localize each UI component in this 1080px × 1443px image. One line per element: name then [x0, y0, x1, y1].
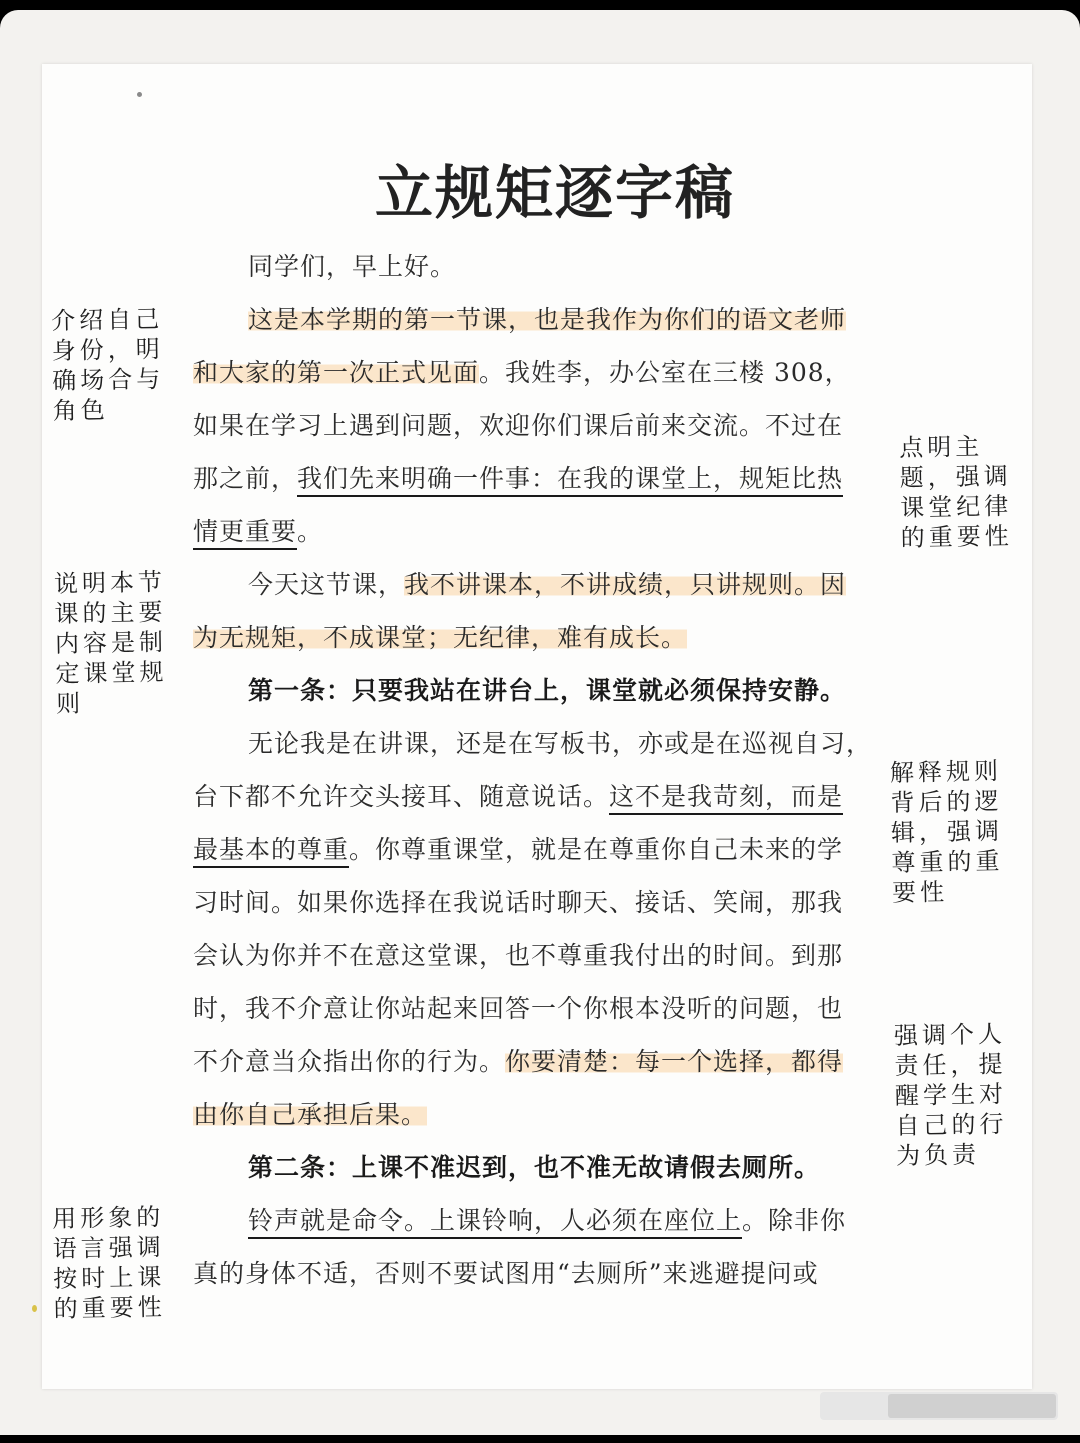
paragraph — [193, 558, 893, 664]
text-run: 。我姓李，办公室在三楼 308， — [479, 358, 851, 387]
text-run: 时，我不介意让你站起来回答一个你根本没听的问题，也 — [193, 994, 844, 1023]
margin-note-right-1: 点明主 题，强调 课堂纪律 的重要性 — [898, 432, 1014, 552]
paragraph — [193, 717, 893, 1141]
text-line — [193, 664, 893, 717]
text-line — [193, 611, 893, 664]
bold-text: 第二条：上课不准迟到，也不准无故请假去厕所。 — [248, 1153, 821, 1182]
text-run: 会认为你并不在意这堂课，也不尊重我付出的时间。到那 — [193, 941, 844, 970]
underlined-text: 这不是我苛刻，而是 — [609, 782, 843, 815]
horizontal-scrollbar[interactable] — [820, 1392, 1058, 1420]
text-line — [193, 1035, 893, 1088]
margin-note-right-3: 强调个人 责任，提 醒学生对 自己的行 为负责 — [893, 1020, 1008, 1170]
scrollbar-thumb[interactable] — [888, 1394, 1056, 1418]
text-line — [193, 452, 893, 505]
text-run: 不介意当众指出你的行为。 — [193, 1047, 506, 1076]
ink-speck — [32, 1305, 37, 1312]
paragraph — [193, 293, 893, 558]
underlined-text: 铃声就是命令。上课铃响，人必须在座位上 — [248, 1206, 742, 1239]
text-line — [193, 399, 893, 452]
underlined-text: 最基本的尊重 — [193, 835, 349, 868]
text-run: 。 — [297, 517, 324, 546]
paragraph — [193, 240, 893, 293]
rule-heading — [193, 1141, 893, 1194]
text-run: 台下都不允许交头接耳、随意说话。 — [193, 782, 610, 811]
underlined-text: 我们先来明确一件事：在我的课堂上，规矩比热 — [297, 464, 843, 497]
bold-text: 第一条：只要我站在讲台上，课堂就必须保持安静。 — [248, 676, 847, 705]
text-line — [193, 558, 893, 611]
text-line — [193, 929, 893, 982]
text-line — [193, 982, 893, 1035]
margin-note-left-3: 用形象的 语言强调 按时上课 的重要性 — [51, 1203, 167, 1323]
highlighted-text: 这是本学期的第一节课，也是我作为你们的语文老师 — [248, 305, 847, 334]
highlighted-text: 由你自己承担后果。 — [193, 1100, 428, 1129]
text-line — [193, 1194, 893, 1247]
text-run: 同学们，早上好。 — [248, 252, 457, 281]
margin-note-left-2: 说明本节 课的主要 内容是制 定课堂规 则 — [53, 568, 168, 718]
text-line — [193, 240, 893, 293]
text-line — [193, 346, 893, 399]
rule-heading — [193, 664, 893, 717]
document-title: 立规矩逐字稿 — [374, 159, 735, 227]
text-line — [193, 1141, 893, 1194]
underlined-text: 情更重要 — [193, 517, 297, 550]
highlighted-text: 和大家的第一次正式见面 — [193, 358, 480, 387]
paragraph — [193, 1194, 893, 1300]
text-run: 真的身体不适，否则不要试图用“去厕所”来逃避提问或 — [193, 1259, 819, 1288]
text-line — [193, 717, 893, 770]
text-line — [193, 770, 893, 823]
text-run: 无论我是在讲课，还是在写板书，亦或是在巡视自习， — [248, 729, 873, 758]
text-line — [193, 823, 893, 876]
text-run: 习时间。如果你选择在我说话时聊天、接话、笑闹，那我 — [193, 888, 844, 917]
text-line — [193, 876, 893, 929]
margin-note-right-2: 解释规则 背后的逻 辑，强调 尊重的重 要性 — [889, 757, 1004, 907]
text-line — [193, 1247, 893, 1300]
text-line — [193, 1088, 893, 1141]
text-run: 。你尊重课堂，就是在尊重你自己未来的学 — [349, 835, 844, 864]
ink-speck — [137, 92, 142, 97]
text-run: 。除非你 — [742, 1206, 847, 1235]
margin-note-left-1: 介绍自己 身份，明 确场合与 角色 — [50, 305, 165, 425]
highlighted-text: 为无规矩，不成课堂；无纪律，难有成长。 — [193, 623, 688, 652]
text-line — [193, 293, 893, 346]
text-run: 今天这节课， — [248, 570, 405, 599]
text-run: 如果在学习上遇到问题，欢迎你们课后前来交流。不过在 — [193, 411, 844, 440]
highlighted-text: 你要清楚：每一个选择，都得 — [505, 1047, 844, 1076]
highlighted-text: 我不讲课本，不讲成绩，只讲规则。因 — [404, 570, 847, 599]
text-line — [193, 505, 893, 558]
text-run: 那之前， — [193, 464, 298, 493]
